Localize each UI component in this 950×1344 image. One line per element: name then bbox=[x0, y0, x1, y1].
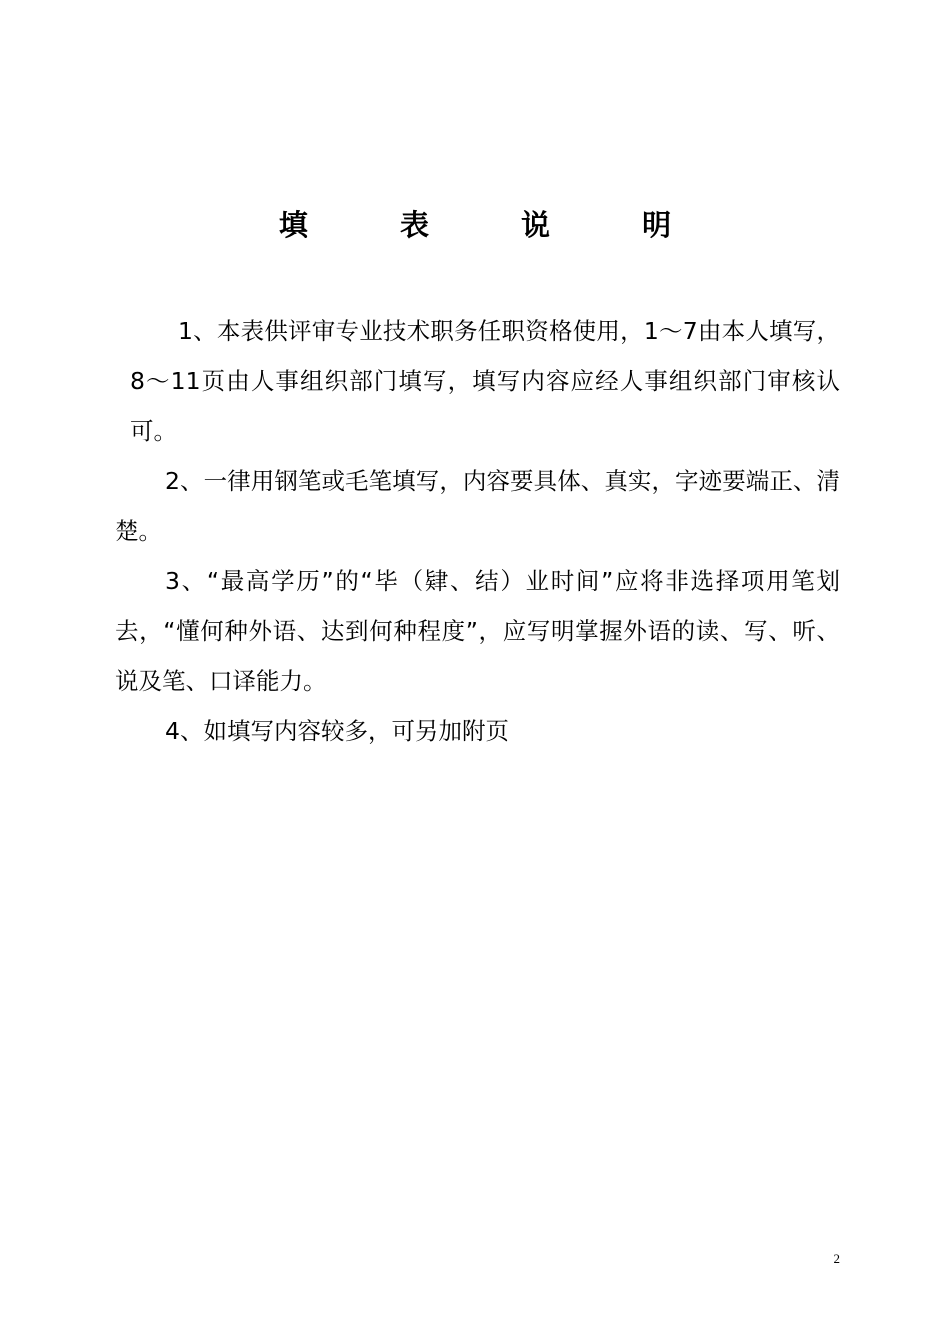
instruction-item: 4、如填写内容较多，可另加附页 bbox=[165, 717, 509, 745]
instruction-item: 1、本表供评审专业技术职务任职资格使用，1～7由本人填写，8～11页由人事组织部门填写，填写内容应经人事组织部门审核认可。 bbox=[130, 317, 840, 445]
instruction-item: 3、“最高学历”的“毕（肄、结）业时间”应将非选择项用笔划去，“懂何种外语、达到何种程度”，应写明掌握外语的读、写、听、说及笔、口译能力。 bbox=[115, 567, 840, 695]
page-number: 2 bbox=[833, 1251, 840, 1266]
instruction-list bbox=[115, 306, 840, 756]
page-title: 填 表 说 明 bbox=[278, 208, 713, 242]
instruction-item: 2、一律用钢笔或毛笔填写，内容要具体、真实，字迹要端正、清楚。 bbox=[115, 467, 840, 545]
